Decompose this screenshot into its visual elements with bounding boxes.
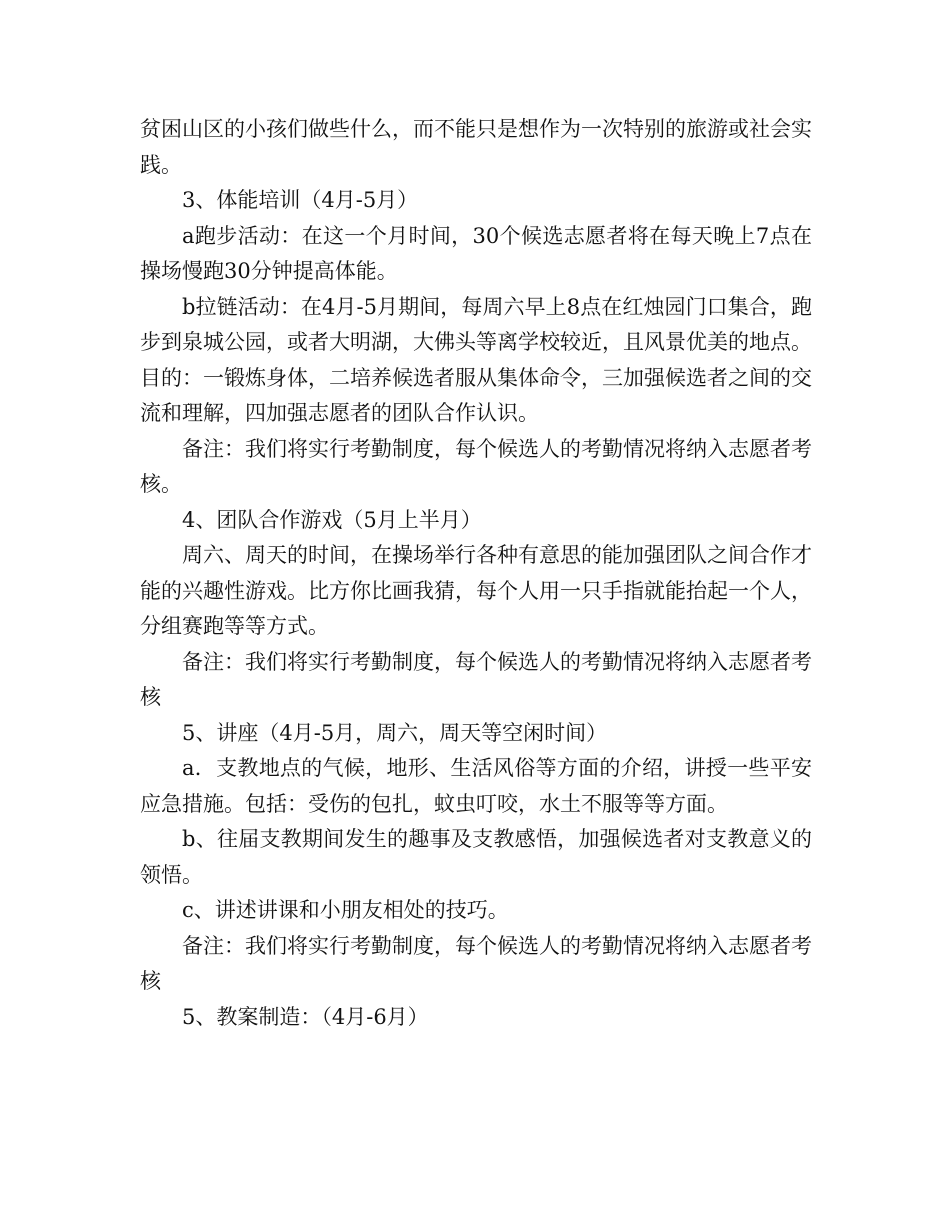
section-heading-lesson-plans: 5、教案制造：（4月-6月） [182,1004,429,1029]
paragraph-note-attendance-2: 备注：我们将实行考勤制度，每个候选人的考勤情况将纳入志愿者考核 [140,649,812,709]
section-heading-lectures: 5、讲座（4月-5月，周六，周天等空闲时间） [182,720,608,745]
paragraph-team-games: 周六、周天的时间，在操场举行各种有意思的能加强团队之间合作才能的兴趣性游戏。比方你比画我猜，每个人用一只手指就能抬起一个人，分组赛跑等等方式。 [140,543,812,638]
paragraph-continuation: 贫困山区的小孩们做些什么，而不能只是想作为一次特别的旅游或社会实践。 [140,117,812,177]
section-heading-team-games: 4、团队合作游戏（5月上半月） [182,507,482,532]
document-body [140,112,812,1035]
paragraph-lecture-c: c、讲述讲课和小朋友相处的技巧。 [182,898,509,922]
section-heading-fitness-training: 3、体能培训（4月-5月） [182,188,419,212]
paragraph-lecture-b: b、往届支教期间发生的趣事及支教感悟，加强候选者对支教意义的领悟。 [140,827,812,887]
paragraph-lecture-a: a．支教地点的气候，地形、生活风俗等方面的介绍，讲授一些平安应急措施。包括：受伤的包扎，蚊虫叮咬，水土不服等等方面。 [140,756,812,816]
paragraph-note-attendance-3: 备注：我们将实行考勤制度，每个候选人的考勤情况将纳入志愿者考核 [140,933,812,993]
paragraph-running-activity: a跑步活动：在这一个月时间，30个候选志愿者将在每天晚上7点在操场慢跑30分钟提高体能。 [140,223,812,283]
paragraph-note-attendance-1: 备注：我们将实行考勤制度，每个候选人的考勤情况将纳入志愿者考核。 [140,436,812,496]
paragraph-hiking-activity: b拉链活动：在4月-5月期间，每周六早上8点在红烛园门口集合，跑步到泉城公园，或者大明湖，大佛头等离学校较近，且风景优美的地点。目的：一锻炼身体，二培养候选者服从集体命令，三加强候选者之间的交流和理解，四加强志愿者的团队合作认识。 [140,294,812,425]
